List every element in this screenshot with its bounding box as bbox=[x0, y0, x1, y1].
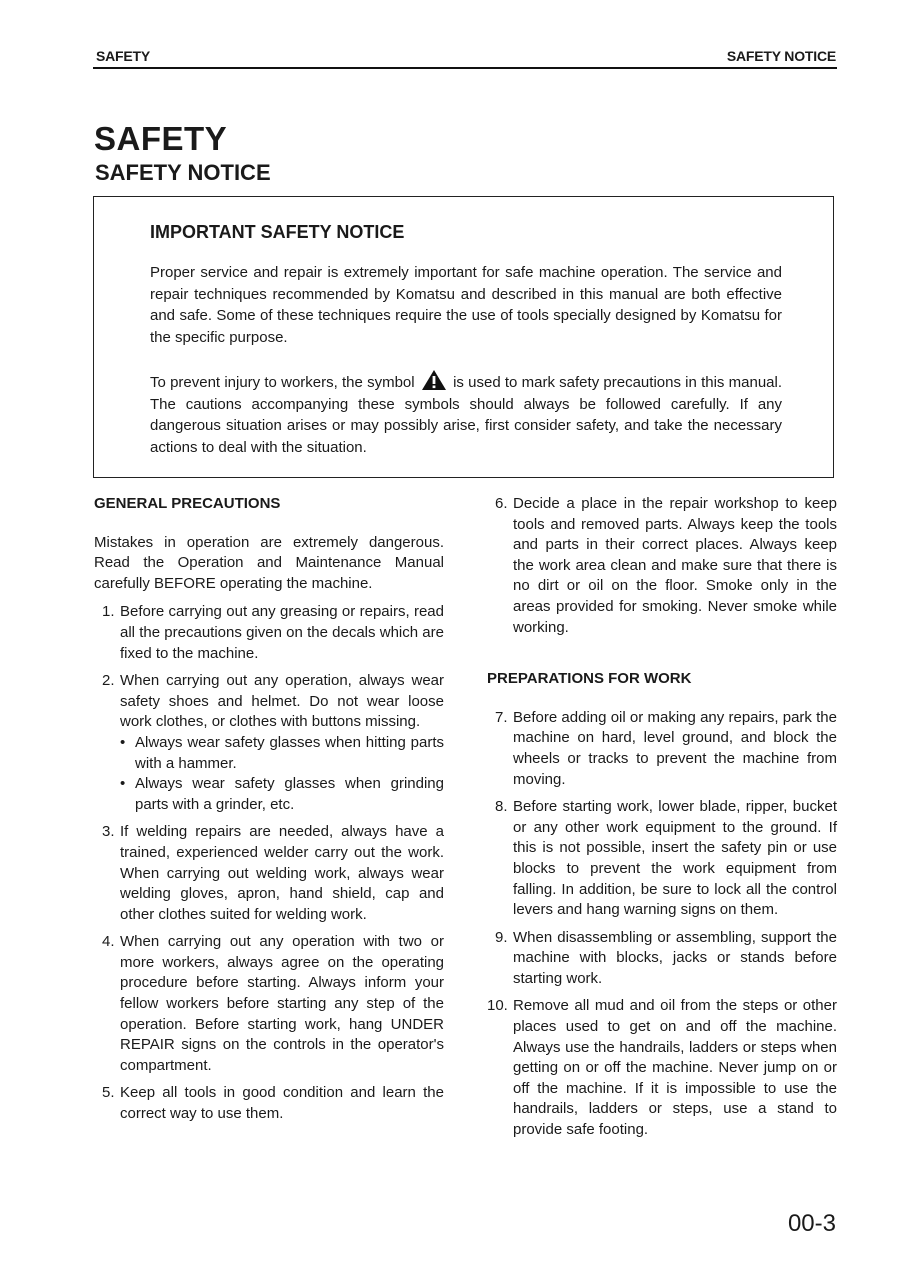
bullet-dot: • bbox=[120, 775, 126, 793]
item-number: 4. bbox=[102, 933, 115, 951]
bullet-dot: • bbox=[120, 733, 126, 751]
item-number: 9. bbox=[495, 928, 508, 946]
list-item bbox=[94, 602, 444, 664]
list-item bbox=[94, 932, 444, 1076]
item-number: 2. bbox=[102, 672, 115, 690]
general-precautions-heading: GENERAL PRECAUTIONS bbox=[94, 495, 281, 512]
item-number: 5. bbox=[102, 1084, 115, 1102]
item-number: 6. bbox=[495, 495, 508, 512]
header-section-label: SAFETY bbox=[96, 48, 151, 64]
warning-triangle-icon bbox=[421, 369, 447, 391]
notice-paragraph-1: Proper service and repair is extremely important for safe machine operation. The service and repair techniques recommended by Komatsu and described in this manual are both effective and safe. Some of these techniques require the use of tools specially designed by Komatsu for the specific purpose. bbox=[150, 264, 782, 346]
general-intro: Mistakes in operation are extremely dangerous. Read the Operation and Maintenance Manual carefully BEFORE operating the machine. bbox=[94, 533, 444, 592]
page-subtitle: SAFETY NOTICE bbox=[95, 160, 271, 185]
item-text: Before adding oil or making any repairs, park the machine on hard, level ground, and block the wheels or tracks to prevent the machine from moving. bbox=[513, 708, 837, 788]
notice-p2-after: is used to mark safety precautions in this manual. The cautions accompanying these symbols should always be followed carefully. If any dangerous situation arises or may possibly arise, first consider safety, and take the necessary actions to deal with the situation. bbox=[150, 374, 783, 456]
item-text: When carrying out any operation with two or more workers, always agree on the operating procedure before starting. Always inform your fellow workers before starting any step of the operation. Before starting work, hang UNDER REPAIR signs on the controls in the operator's compartment. bbox=[120, 933, 444, 1074]
notice-title: IMPORTANT SAFETY NOTICE bbox=[150, 222, 405, 242]
bullet-text: Always wear safety glasses when grinding parts with a grinder, etc. bbox=[135, 775, 444, 813]
bullet-text: Always wear safety glasses when hitting parts with a hammer. bbox=[135, 733, 444, 772]
list-item bbox=[94, 1083, 444, 1124]
list-item bbox=[487, 996, 837, 1140]
item-text: Before carrying out any greasing or repairs, read all the precautions given on the decals which are fixed to the machine. bbox=[120, 603, 444, 662]
list-item bbox=[487, 708, 837, 790]
right-column bbox=[487, 494, 837, 1148]
left-column bbox=[94, 494, 444, 1132]
item-number: 8. bbox=[495, 798, 508, 816]
item-text: Before starting work, lower blade, ripper, bucket or any other work equipment to the ground. If this is not possible, insert the safety pin or use blocks to prevent the work equipment from falling. In addition, be sure to lock all the control levers and hang warning signs on them. bbox=[513, 798, 837, 919]
item-number: 10. bbox=[487, 997, 508, 1015]
list-item bbox=[487, 494, 837, 638]
list-item bbox=[94, 671, 444, 815]
item-text: If welding repairs are needed, always have a trained, experienced welder carry out the work. When carrying out welding work, always wear welding gloves, apron, hand shield, cap and other clothes suited for welding work. bbox=[120, 823, 444, 923]
preparations-heading: PREPARATIONS FOR WORK bbox=[487, 670, 692, 688]
header-divider bbox=[93, 67, 837, 69]
bullet-item bbox=[120, 733, 444, 774]
item-text: When carrying out any operation, always wear safety shoes and helmet. Do not wear loose work clothes, or clothes with buttons missing. bbox=[120, 672, 444, 731]
item-number: 1. bbox=[102, 603, 115, 621]
item-text: Decide a place in the repair workshop to keep tools and removed parts. Always keep the tools and parts in their correct places. Always keep the work area clean and make sure that there is no dirt or oil on the floor. Smoke only in the areas provided for smoking. Never smoke while working. bbox=[513, 495, 837, 636]
list-item bbox=[94, 822, 444, 925]
notice-paragraph-2 bbox=[150, 369, 782, 458]
notice-p2-before: To prevent injury to workers, the symbol bbox=[150, 374, 415, 391]
list-item bbox=[487, 797, 837, 921]
list-item bbox=[487, 928, 837, 990]
item-text: When disassembling or assembling, support the machine with blocks, jacks or stands before starting work. bbox=[513, 928, 837, 987]
item-text: Remove all mud and oil from the steps or other places used to get on and off the machine. Always use the handrails, ladders or steps when getting on or off the machine. Never jump on or off the machine. If it is impossible to use the handrails, ladders or steps, use a stand to provide safe footing. bbox=[513, 997, 837, 1139]
item-number: 7. bbox=[495, 708, 508, 726]
item-number: 3. bbox=[102, 823, 115, 841]
bullet-item bbox=[120, 774, 444, 815]
item-text: Keep all tools in good condition and learn the correct way to use them. bbox=[120, 1084, 444, 1123]
page-title: SAFETY bbox=[94, 120, 228, 157]
page-number: 00-3 bbox=[787, 1210, 836, 1237]
header-page-label: SAFETY NOTICE bbox=[726, 48, 836, 64]
